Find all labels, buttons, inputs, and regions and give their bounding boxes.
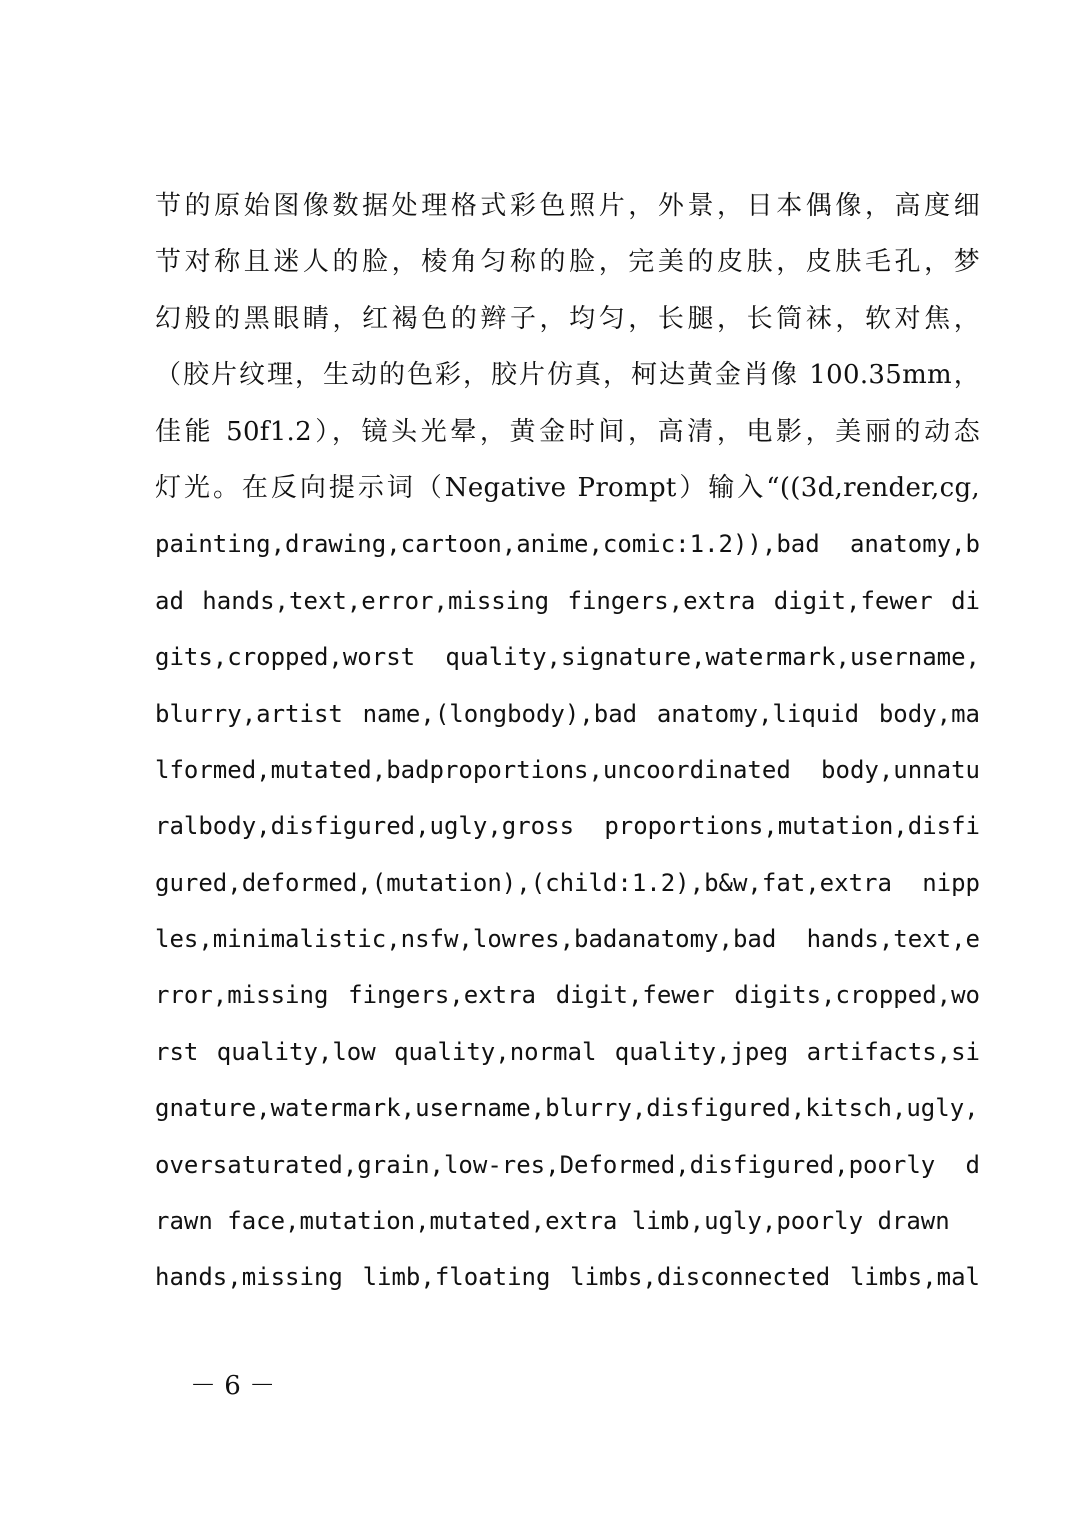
- page-number: － 6 －: [190, 1371, 276, 1401]
- text-line: painting,drawing,cartoon,anime,comic:1.2)),bad anatomy,b: [155, 530, 980, 559]
- text-line: lformed,mutated,badproportions,uncoordinated body,unnatu: [155, 755, 980, 784]
- text-line: rst quality,low quality,normal quality,jpeg artifacts,si: [155, 1037, 980, 1066]
- text-line: 节对称且迷人的脸，棱角匀称的脸，完美的皮肤，皮肤毛孔，梦: [155, 247, 980, 278]
- body-text: [155, 178, 980, 1306]
- text-line: 幻般的黑眼睛，红褐色的辫子，均匀，长腿，长筒袜，软对焦，: [155, 303, 980, 334]
- text-line: blurry,artist name,(longbody),bad anatomy,liquid body,ma: [155, 699, 980, 728]
- text-line: hands,missing limb,floating limbs,disconnected limbs,mal: [155, 1263, 980, 1292]
- text-line: 佳能 50f1.2），镜头光晕，黄金时间，高清，电影，美丽的动态: [155, 416, 980, 447]
- text-line: gured,deformed,(mutation),(child:1.2),b&w,fat,extra nipp: [155, 868, 980, 897]
- text-line: 灯光。在反向提示词（Negative Prompt）输入“((3d,render,cg,: [155, 472, 980, 503]
- text-line: rawn face,mutation,mutated,extra limb,ugly,poorly drawn: [155, 1207, 950, 1236]
- text-line: gnature,watermark,username,blurry,disfigured,kitsch,ugly,: [155, 1094, 979, 1123]
- text-line: ad hands,text,error,missing fingers,extra digit,fewer di: [155, 586, 980, 615]
- text-line: ralbody,disfigured,ugly,gross proportions,mutation,disfi: [155, 812, 980, 841]
- text-line: （胶片纹理，生动的色彩，胶片仿真，柯达黄金肖像 100.35mm，: [155, 360, 980, 391]
- text-line: les,minimalistic,nsfw,lowres,badanatomy,bad hands,text,e: [155, 925, 980, 954]
- text-line: gits,cropped,worst quality,signature,watermark,username,: [155, 643, 980, 672]
- text-line: 节的原始图像数据处理格式彩色照片，外景，日本偶像，高度细: [155, 191, 980, 221]
- text-line: oversaturated,grain,low-res,Deformed,disfigured,poorly d: [155, 1150, 980, 1179]
- text-line: rror,missing fingers,extra digit,fewer digits,cropped,wo: [155, 981, 980, 1010]
